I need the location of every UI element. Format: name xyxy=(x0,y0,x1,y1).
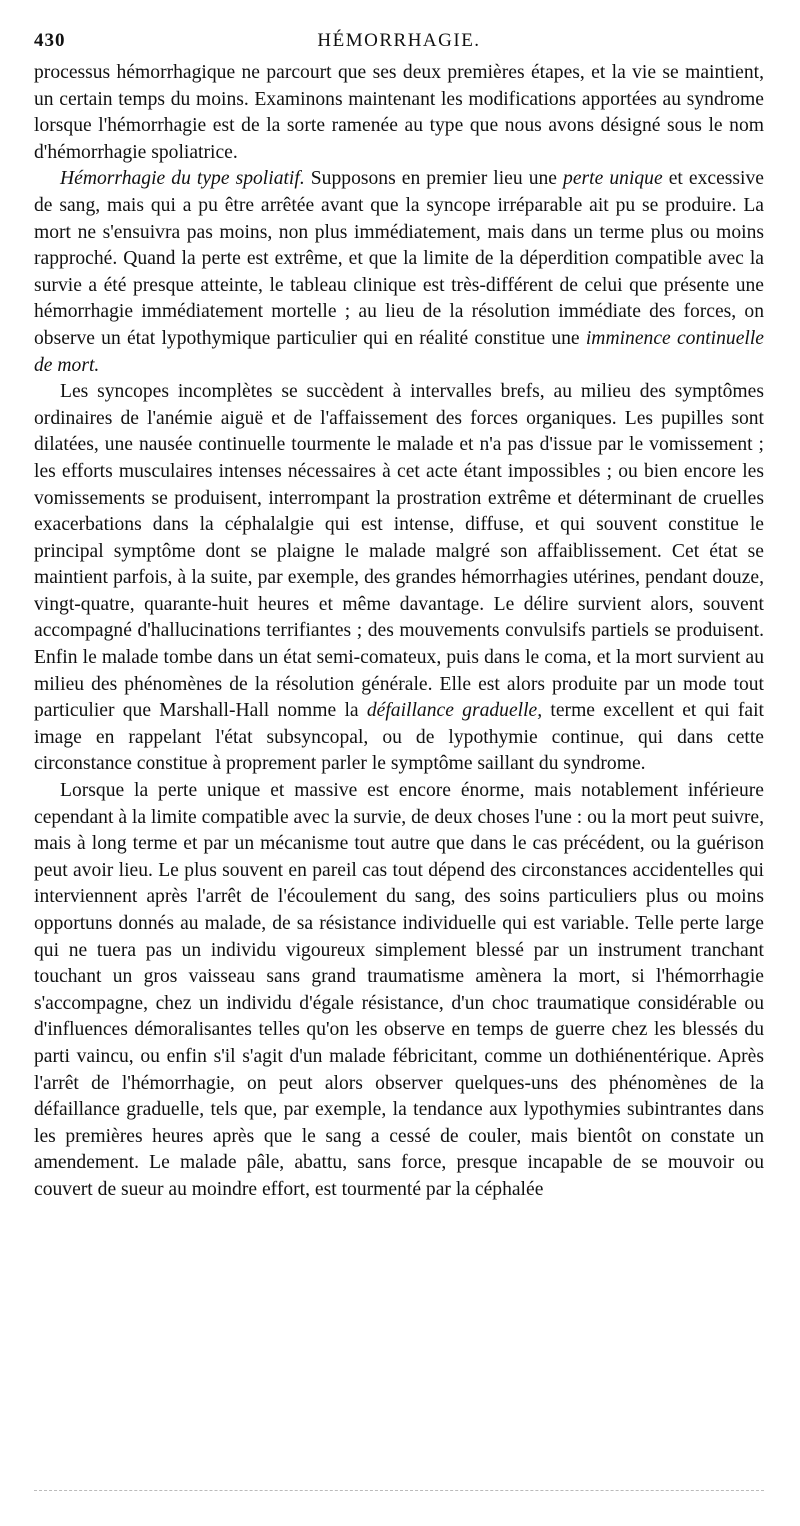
emphasis-text: perte unique xyxy=(563,168,663,190)
page xyxy=(34,26,764,1204)
footer-rule xyxy=(34,1490,764,1491)
running-title: HÉMORRHAGIE. xyxy=(317,30,481,51)
emphasis-text: défaillance graduelle, xyxy=(366,700,543,722)
paragraph-spoliative xyxy=(34,166,764,379)
section-title: Hémorrhagie du type spoliatif. xyxy=(60,168,305,190)
paragraph-syncopes xyxy=(34,379,764,778)
paragraph-text: terme excellent et qui fait image en rappelant l'état subsyncopal, ou de lypothymie continue, qui dans cette circonstance constitue à proprement parler le symptôme saillant du syndrome. xyxy=(34,700,764,775)
paragraph-text: Les syncopes incomplètes se succèdent à intervalles brefs, au milieu des symptômes ordinaires de l'anémie aiguë et de l'affaissement des forces organiques. Les pupilles sont dilatées, une nausée continuelle tourmente le malade et n'a pas d'issue par le vomissement ; les efforts musculaires intenses nécessaires à cet acte étant impossibles ; ou bien encore les vomissements se produisent, interrompant la prostration extrême et déterminant de cruelles exacerbations dans la céphalalgie qui est intense, diffuse, et qui souvent constitue le principal symptôme dont se plaigne le malade malgré son affaiblissement. Cet état se maintient parfois, à la suite, par exemple, des grandes hémorrhagies utérines, pendant douze, vingt-quatre, quarante-huit heures et même davantage. Le délire survient alors, souvent accompagné d'hallucinations terrifiantes ; des mouvements convulsifs partiels se produisent. Enfin le malade tombe dans un état semi-comateux, puis dans le coma, et la mort survient au milieu des phénomènes de la résolution générale. Elle est alors produite par un mode tout particulier que Marshall-Hall nomme la xyxy=(34,381,764,722)
paragraph-continuation: processus hémorrhagique ne parcourt que ses deux premières étapes, et la vie se maintient, un certain temps du moins. Examinons maintenant les modifications apportées au syndrome lorsque l'hémorrhagie est de la sorte ramenée au type que nous avons désigné sous le nom d'hémorrhagie spoliatrice. xyxy=(34,62,764,163)
paragraph-massive-loss: Lorsque la perte unique et massive est encore énorme, mais notablement inférieure cependant à la limite compatible avec la survie, de deux choses l'une : ou la mort peut suivre, mais à long terme et par un mécanisme tout autre que dans le cas précédent, ou la guérison peut avoir lieu. Le plus souvent en pareil cas tout dépend des circonstances accidentelles qui interviennent après l'arrêt de l'écoulement du sang, des soins particuliers plus ou moins opportuns donnés au malade, de sa résistance individuelle qui est variable. Telle perte large qui ne tuera pas un individu vigoureux simplement blessé par un instrument tranchant touchant un gros vaisseau sans grand traumatisme amènera la mort, si l'hémorrhagie s'accompagne, chez un individu d'égale résistance, d'un choc traumatique considérable ou d'influences démoralisantes telles qu'on les observe en temps de guerre chez les blessés du parti vaincu, ou enfin s'il s'agit d'un malade fébricitant, comme un dothiénentérique. Après l'arrêt de l'hémorrhagie, on peut alors observer quelques-uns des phénomènes de la défaillance graduelle, tels que, par exemple, la tendance aux lypothymies subintrantes dans les premières heures après que le sang a cessé de couler, mais bientôt on constate un amendement. Le malade pâle, abattu, sans force, presque incapable de se mouvoir ou couvert de sueur au moindre effort, est tourmenté par la céphalée xyxy=(34,780,764,1200)
emphasis-text: imminence continuelle de mort. xyxy=(34,327,765,376)
paragraph-text: et excessive de sang, mais qui a pu être arrêtée avant que la syncope irréparable ait pu se produire. La mort ne s'ensuivra pas moins, non plus immédiatement, mais dans un terme plus ou moins rapproché. Quand la perte est extrême, et que la limite de la déperdition compatible avec la survie a été presque atteinte, le tableau clinique est très-différent de celui que présente une hémorrhagie immédiatement mortelle ; au lieu de la résolution immédiate des forces, on observe un état lypothymique particulier qui en réalité constitue une xyxy=(34,168,764,349)
paragraph-text: Supposons en premier lieu une xyxy=(304,168,564,190)
body-text xyxy=(34,60,764,1204)
running-head xyxy=(34,26,764,60)
page-number: 430 xyxy=(34,30,66,51)
